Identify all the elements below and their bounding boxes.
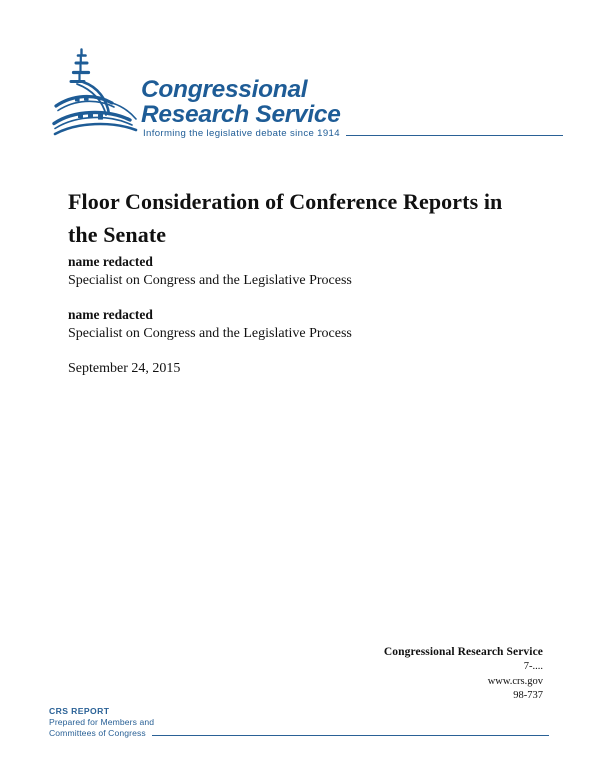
footer-prepared-line-2: Committees of Congress [49, 728, 146, 738]
footer-prepared-row [49, 728, 549, 739]
tagline-row [143, 128, 563, 139]
footer-right-block [283, 645, 543, 704]
crs-wordmark [141, 77, 401, 129]
author-name: name redacted [68, 254, 153, 269]
footer-prepared-line-1: Prepared for Members and [49, 717, 155, 727]
masthead [0, 0, 600, 150]
footer-report-number: 98-737 [513, 690, 543, 701]
wordmark-line-1: Congressional [141, 76, 308, 103]
tagline: Informing the legislative debate since 1914 [143, 128, 340, 139]
tagline-divider [346, 135, 563, 136]
author-list [68, 253, 488, 378]
footer-divider [152, 735, 549, 736]
footer-left-block [49, 706, 569, 739]
publication-date: September 24, 2015 [68, 361, 181, 376]
page-title: Floor Consideration of Conference Reports in the Senate [68, 188, 503, 247]
capitol-dome-icon [52, 46, 150, 138]
author-role: Specialist on Congress and the Legislative Process [68, 326, 352, 341]
author-entry [68, 306, 488, 343]
wordmark-line-2: Research Service [141, 101, 341, 128]
crs-report-label: CRS REPORT [49, 706, 110, 716]
author-name: name redacted [68, 307, 153, 322]
author-entry [68, 253, 488, 290]
footer-website: www.crs.gov [487, 675, 543, 687]
author-role: Specialist on Congress and the Legislative Process [68, 273, 352, 288]
footer-phone: 7-.... [523, 661, 543, 672]
footer-organization: Congressional Research Service [383, 646, 543, 658]
